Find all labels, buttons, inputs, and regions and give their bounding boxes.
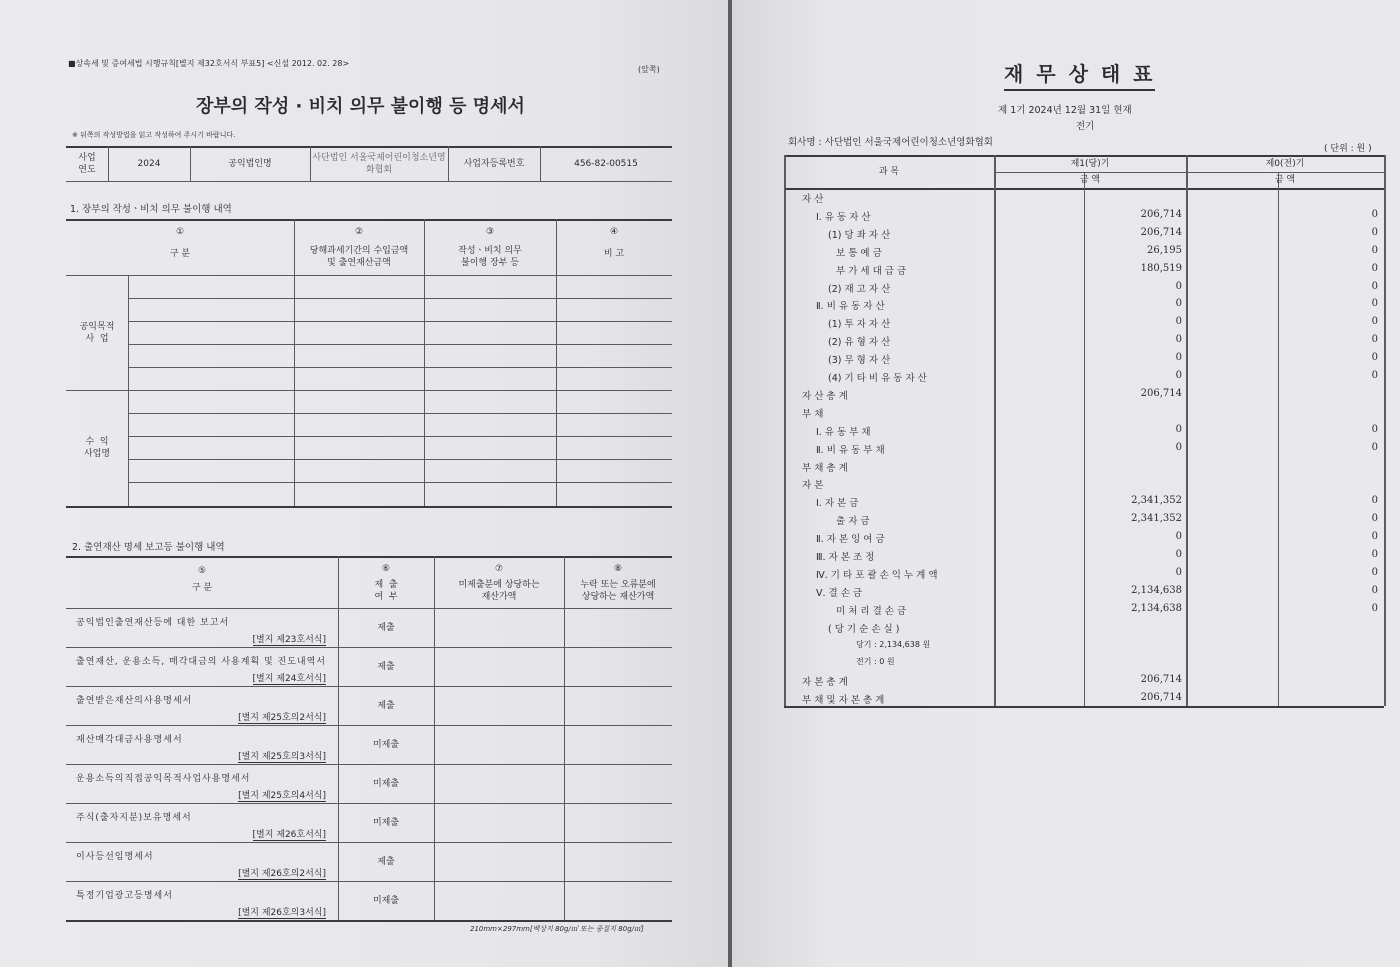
profit-business-group: 수 익 사업명 bbox=[83, 437, 111, 459]
current-amount: 180,519 bbox=[1140, 262, 1182, 274]
current-amount: 26,195 bbox=[1147, 244, 1182, 256]
prev-amount: 0 bbox=[1371, 495, 1378, 507]
current-amount: 0 bbox=[1175, 423, 1182, 435]
report-row bbox=[66, 764, 672, 803]
current-amount: 0 bbox=[1175, 370, 1182, 381]
instruction-note: ※ 뒤쪽의 작성방법을 읽고 작성하여 주시기 바랍니다. bbox=[72, 131, 236, 139]
report-name: 출연받은재산의사용명세서 bbox=[76, 696, 193, 706]
account-label: 부 채 총 계 bbox=[802, 462, 848, 474]
col5-number: ⑤ bbox=[197, 566, 207, 576]
current-amount: 206,714 bbox=[1140, 674, 1182, 686]
report-form-number: [별지 제26호서식] bbox=[253, 827, 327, 841]
submission-status: 제출 bbox=[377, 661, 395, 672]
report-name: 주식(출자지분)보유명세서 bbox=[76, 813, 192, 823]
report-name: 운용소득의직접공익목적사업사용명세서 bbox=[76, 774, 251, 784]
current-amount: 2,341,352 bbox=[1131, 495, 1182, 507]
section2-heading: 2. 출연재산 명세 보고등 불이행 내역 bbox=[72, 542, 225, 553]
current-amount: 0 bbox=[1175, 352, 1182, 364]
account-label: 당기 : 2,134,638 원 bbox=[856, 639, 931, 649]
report-row bbox=[66, 842, 672, 881]
current-amount: 0 bbox=[1175, 298, 1182, 310]
col7-number: ⑦ bbox=[494, 564, 504, 574]
report-name: 공익법인출연재산등에 대한 보고서 bbox=[76, 618, 230, 628]
report-form-number: [별지 제24호서식] bbox=[253, 671, 327, 685]
prev-amount: 0 bbox=[1371, 298, 1378, 310]
form-reference: ■상속세 및 증여세법 시행규칙[별지 제32호서식 부표5] <신설 2012. 02. 28> bbox=[68, 59, 350, 68]
report-row bbox=[66, 686, 672, 725]
period-text: 제 1기 2024년 12월 31일 현재 bbox=[998, 105, 1132, 116]
account-label: 부 가 세 대 급 금 bbox=[836, 265, 907, 277]
prev-amount: 0 bbox=[1371, 549, 1378, 560]
corp-name-value: 사단법인 서울국제어린이청소년영화협회 bbox=[312, 152, 446, 175]
report-form-number: [별지 제25호의4서식] bbox=[238, 788, 326, 802]
unit-label: ( 단위 : 원 ) bbox=[1324, 144, 1372, 154]
year-label: 사업 연도 bbox=[78, 152, 96, 175]
report-row bbox=[66, 803, 672, 842]
prev-amount: 0 bbox=[1371, 602, 1378, 614]
report-row bbox=[66, 608, 672, 647]
prev-amount: 0 bbox=[1371, 208, 1378, 220]
report-row bbox=[66, 725, 672, 764]
col5-header: 구 분 bbox=[191, 583, 213, 593]
account-label: 전기 : 0 원 bbox=[856, 657, 895, 667]
col6-number: ⑥ bbox=[381, 564, 391, 574]
account-label: Ⅱ. 비 유 동 부 채 bbox=[816, 444, 885, 456]
report-name: 출연재산, 운용소득, 매각대금의 사용계획 및 진도내역서 bbox=[76, 657, 326, 667]
report-name: 특정기업광고등명세서 bbox=[76, 891, 173, 901]
prev-amount-header: 금 액 bbox=[1274, 175, 1296, 185]
account-label: Ⅰ. 유 동 부 채 bbox=[816, 426, 871, 438]
corp-name-label: 공익법인명 bbox=[228, 158, 272, 169]
account-label: 부 채 및 자 본 총 계 bbox=[802, 695, 885, 707]
account-label: Ⅰ. 자 본 금 bbox=[816, 498, 859, 510]
report-name: 재산매각대금사용명세서 bbox=[76, 735, 183, 745]
account-label: (1) 투 자 자 산 bbox=[828, 319, 891, 331]
reg-number-value: 456-82-00515 bbox=[574, 158, 638, 169]
account-label: Ⅴ. 결 손 금 bbox=[816, 587, 863, 599]
account-label: 미 처 리 결 손 금 bbox=[836, 605, 907, 617]
col1-header: 구 분 bbox=[169, 249, 191, 259]
account-label: 자 산 총 계 bbox=[802, 390, 848, 402]
section1-heading: 1. 장부의 작성ㆍ비치 의무 불이행 내역 bbox=[70, 204, 232, 215]
prev-amount: 0 bbox=[1371, 244, 1378, 256]
current-amount: 2,134,638 bbox=[1131, 584, 1182, 596]
submission-status: 제출 bbox=[377, 856, 395, 867]
account-label: (2) 유 형 자 산 bbox=[828, 337, 891, 349]
year-value: 2024 bbox=[137, 158, 161, 169]
account-label: 출 자 금 bbox=[836, 516, 870, 528]
report-form-number: [별지 제26호의2서식] bbox=[238, 866, 326, 880]
submission-status: 제출 bbox=[377, 622, 395, 633]
prev-amount: 0 bbox=[1371, 584, 1378, 596]
account-label: Ⅱ. 비 유 동 자 산 bbox=[816, 301, 885, 313]
prev-amount: 0 bbox=[1371, 566, 1378, 578]
current-amount: 0 bbox=[1175, 334, 1182, 346]
col1-number: ① bbox=[175, 227, 185, 237]
report-row bbox=[66, 881, 672, 920]
col2-header: 당해과세기간의 수입금액 및 출연재산금액 bbox=[309, 246, 409, 268]
prev-period-text: 전기 bbox=[1076, 121, 1095, 132]
prev-amount: 0 bbox=[1371, 316, 1378, 328]
col6-header: 제 출 여 부 bbox=[374, 580, 398, 602]
current-amount: 0 bbox=[1175, 531, 1182, 543]
report-form-number: [별지 제26호의3서식] bbox=[238, 905, 326, 919]
balance-sheet-title: 재 무 상 태 표 bbox=[1004, 58, 1155, 91]
col3-number: ③ bbox=[485, 227, 495, 237]
account-label: 부 채 bbox=[802, 408, 824, 420]
col4-number: ④ bbox=[609, 227, 619, 237]
account-label: Ⅲ. 자 본 조 정 bbox=[816, 552, 875, 563]
prev-amount: 0 bbox=[1371, 370, 1378, 381]
account-label: 자 본 총 계 bbox=[802, 677, 848, 689]
report-form-number: [별지 제25호의3서식] bbox=[238, 749, 326, 763]
account-label: ( 당 기 순 손 실 ) bbox=[828, 623, 900, 635]
prev-amount: 0 bbox=[1371, 441, 1378, 453]
prev-amount: 0 bbox=[1371, 334, 1378, 346]
current-amount: 206,714 bbox=[1140, 387, 1182, 399]
col8-header: 누락 또는 오류분에 상당하는 재산가액 bbox=[580, 580, 656, 602]
current-amount: 0 bbox=[1175, 441, 1182, 453]
account-header: 과 목 bbox=[878, 166, 900, 177]
front-side-label: (앞쪽) bbox=[638, 65, 660, 74]
paper-spec-footer: 210mm×297mm[백상지 80g/㎡ 또는 중질지 80g/㎡] bbox=[470, 925, 644, 933]
submission-status: 미제출 bbox=[372, 778, 400, 789]
account-label: (4) 기 타 비 유 동 자 산 bbox=[828, 373, 927, 384]
current-amount-header: 금 액 bbox=[1079, 175, 1101, 185]
account-label: Ⅰ. 유 동 자 산 bbox=[816, 211, 871, 223]
account-label: (2) 재 고 자 산 bbox=[828, 283, 891, 295]
current-amount: 2,341,352 bbox=[1131, 513, 1182, 525]
public-business-group: 공익목적 사 업 bbox=[79, 321, 115, 344]
reg-number-label: 사업자등록번호 bbox=[463, 158, 525, 169]
account-label: 보 통 예 금 bbox=[836, 247, 882, 259]
prev-amount: 0 bbox=[1371, 423, 1378, 435]
report-form-number: [별지 제25호의2서식] bbox=[238, 710, 326, 724]
prev-amount: 0 bbox=[1371, 280, 1378, 292]
col3-header: 작성ㆍ비치 의무 불이행 장부 등 bbox=[458, 246, 522, 268]
prev-period-header: 제0(전)기 bbox=[1265, 158, 1305, 169]
current-amount: 0 bbox=[1175, 316, 1182, 328]
report-form-number: [별지 제23호서식] bbox=[253, 632, 327, 646]
prev-amount: 0 bbox=[1371, 513, 1378, 525]
submission-status: 미제출 bbox=[372, 817, 400, 828]
submission-status: 제출 bbox=[377, 700, 395, 711]
prev-amount: 0 bbox=[1371, 226, 1378, 238]
prev-amount: 0 bbox=[1371, 531, 1378, 543]
col8-number: ⑧ bbox=[613, 564, 623, 574]
current-amount: 0 bbox=[1175, 549, 1182, 560]
submission-status: 미제출 bbox=[372, 739, 400, 750]
report-row bbox=[66, 647, 672, 686]
current-amount: 0 bbox=[1175, 280, 1182, 292]
account-label: 자 본 bbox=[802, 480, 824, 492]
prev-amount: 0 bbox=[1371, 262, 1378, 274]
account-label: Ⅳ. 기 타 포 괄 손 익 누 계 액 bbox=[816, 569, 938, 581]
account-label: (3) 무 형 자 산 bbox=[828, 355, 891, 367]
prev-amount: 0 bbox=[1371, 352, 1378, 364]
current-amount: 2,134,638 bbox=[1131, 602, 1182, 614]
col7-header: 미제출분에 상당하는 재산가액 bbox=[458, 580, 540, 602]
col2-number: ② bbox=[354, 227, 364, 237]
account-label: 자 산 bbox=[802, 194, 824, 205]
col4-header: 비 고 bbox=[603, 249, 625, 259]
right-document-page bbox=[732, 0, 1400, 967]
current-amount: 0 bbox=[1175, 566, 1182, 578]
current-amount: 206,714 bbox=[1140, 226, 1182, 238]
report-name: 이사등선임명세서 bbox=[76, 852, 154, 862]
submission-status: 미제출 bbox=[372, 895, 400, 906]
form-title: 장부의 작성 · 비치 의무 불이행 등 명세서 bbox=[196, 96, 525, 117]
account-label: (1) 당 좌 자 산 bbox=[828, 229, 891, 241]
company-name: 회사명 : 사단법인 서울국제어린이청소년영화협회 bbox=[788, 137, 993, 148]
current-amount: 206,714 bbox=[1140, 208, 1182, 220]
current-period-header: 제1(당)기 bbox=[1070, 158, 1110, 169]
current-amount: 206,714 bbox=[1140, 692, 1182, 704]
account-label: Ⅱ. 자 본 잉 여 금 bbox=[816, 534, 885, 546]
